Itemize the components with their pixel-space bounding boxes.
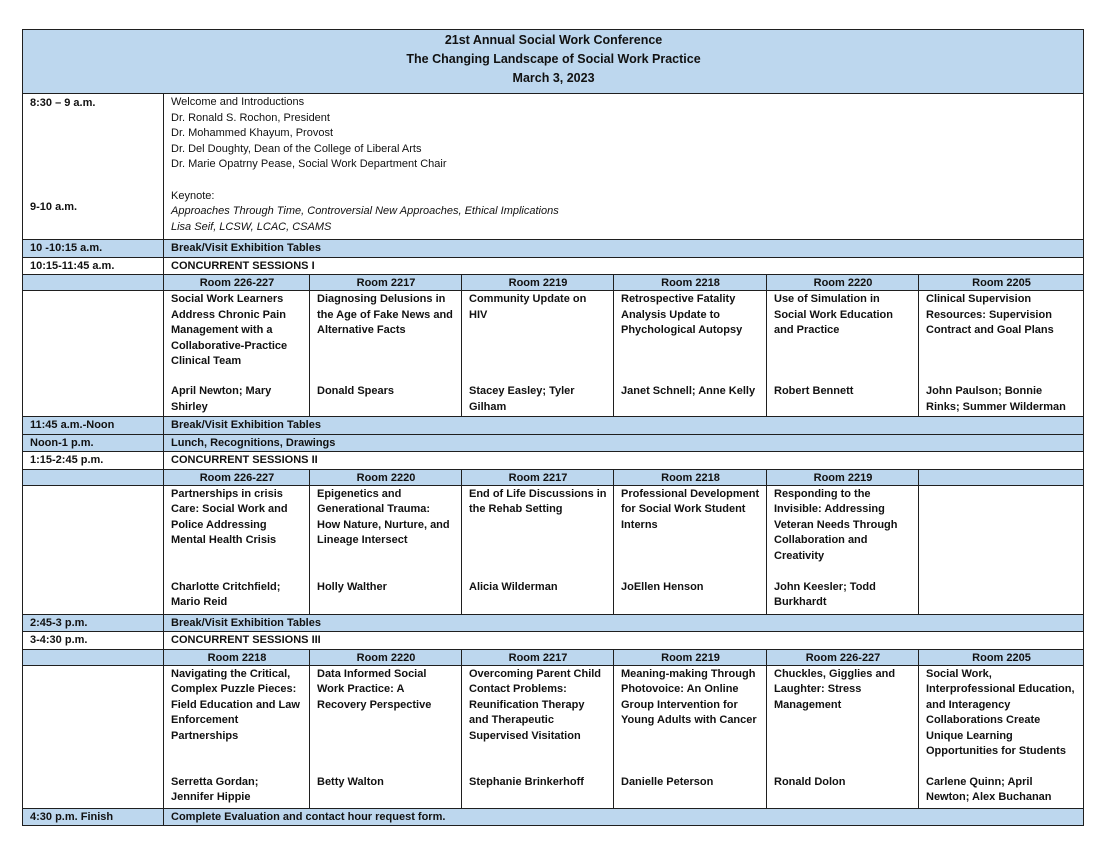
break1-label: Break/Visit Exhibition Tables	[164, 240, 1084, 258]
session-speakers: John Paulson; Bonnie Rinks; Summer Wilderman	[926, 385, 1066, 413]
session3-cell	[310, 665, 462, 808]
session1-cell	[614, 291, 767, 417]
session2-cell	[164, 485, 310, 614]
session2-label: CONCURRENT SESSIONS II	[164, 452, 1084, 470]
session2-cell	[767, 485, 919, 614]
lunch-label: Lunch, Recognitions, Drawings	[164, 434, 1084, 452]
session3-time: 3-4:30 p.m.	[23, 632, 164, 650]
keynote-speaker: Lisa Seif, LCSW, LCAC, CSAMS	[171, 220, 332, 233]
session2-room: Room 2219	[767, 469, 919, 485]
session-speakers: Serretta Gordan; Jennifer Hippie	[171, 775, 259, 803]
session2-room-spacer	[23, 469, 164, 485]
session1-cell	[767, 291, 919, 417]
session2-room-empty	[919, 469, 1084, 485]
session-title: Professional Development for Social Work Student Interns	[621, 487, 760, 531]
session-title: Chuckles, Gigglies and Laughter: Stress Management	[774, 667, 896, 711]
session-title: Partnerships in crisis Care: Social Work and Police Addressing Mental Health Crisis	[171, 487, 288, 546]
session3-cell	[767, 665, 919, 808]
session2-cell	[462, 485, 614, 614]
session3-room: Room 2219	[614, 649, 767, 665]
session2-room: Room 2220	[310, 469, 462, 485]
session2-room: Room 226-227	[164, 469, 310, 485]
session3-room-spacer	[23, 649, 164, 665]
session3-cell	[919, 665, 1084, 808]
conference-theme: The Changing Landscape of Social Work Practice	[406, 52, 701, 66]
session3-room: Room 226-227	[767, 649, 919, 665]
conference-title: 21st Annual Social Work Conference	[444, 33, 663, 47]
welcome-speaker: Dr. Ronald S. Rochon, President	[171, 111, 330, 124]
session-speakers: Janet Schnell; Anne Kelly	[621, 385, 756, 397]
lunch-time: Noon-1 p.m.	[23, 434, 164, 452]
break1-time: 10 -10:15 a.m.	[23, 240, 164, 258]
session-speakers: Carlene Quinn; April Newton; Alex Buchanan	[926, 775, 1052, 803]
session1-room-spacer	[23, 275, 164, 291]
session-title: Social Work, Interprofessional Education, and Interagency Collaborations Create Unique Learning Opportunities for Students	[926, 667, 1075, 757]
session1-cell	[462, 291, 614, 417]
time-welcome: 8:30 – 9 a.m.	[30, 97, 96, 109]
session3-room: Room 2205	[919, 649, 1084, 665]
session2-room: Room 2217	[462, 469, 614, 485]
session3-room: Room 2218	[164, 649, 310, 665]
session-speakers: Betty Walton	[317, 775, 384, 788]
finish-label: Complete Evaluation and contact hour request form.	[164, 808, 1084, 826]
session1-room: Room 2205	[919, 275, 1084, 291]
session-speakers: April Newton; Mary Shirley	[171, 385, 272, 413]
time-keynote: 9-10 a.m.	[30, 201, 78, 213]
session1-label: CONCURRENT SESSIONS I	[164, 257, 1084, 275]
break2-label: Break/Visit Exhibition Tables	[164, 417, 1084, 435]
session-title: Diagnosing Delusions in the Age of Fake News and Alternative Facts	[317, 293, 453, 336]
opening-times	[23, 94, 164, 240]
break3-time: 2:45-3 p.m.	[23, 614, 164, 632]
session3-cell	[462, 665, 614, 808]
session-title: Overcoming Parent Child Contact Problems: Reunification Therapy and Therapeutic Supervised Visitation	[469, 667, 602, 742]
session-title: Epigenetics and Generational Trauma: How Nature, Nurture, and Lineage Intersect	[317, 487, 450, 546]
break2-time: 11:45 a.m.-Noon	[23, 417, 164, 435]
session2-blank	[23, 485, 164, 614]
session-title: Use of Simulation in Social Work Education and Practice	[774, 293, 893, 336]
session1-room: Room 226-227	[164, 275, 310, 291]
session2-room: Room 2218	[614, 469, 767, 485]
welcome-title: Welcome and Introductions	[171, 96, 305, 108]
session2-cell	[614, 485, 767, 614]
session1-room: Room 2218	[614, 275, 767, 291]
session-speakers: JoEllen Henson	[621, 580, 704, 593]
session3-cell	[164, 665, 310, 808]
session-speakers: Alicia Wilderman	[469, 580, 558, 593]
session-title: End of Life Discussions in the Rehab Setting	[469, 487, 607, 515]
break3-label: Break/Visit Exhibition Tables	[164, 614, 1084, 632]
session1-blank	[23, 291, 164, 417]
session2-cell-empty	[919, 485, 1084, 614]
session3-room: Room 2217	[462, 649, 614, 665]
session-speakers: Stacey Easley; Tyler Gilham	[469, 385, 575, 413]
conference-header	[23, 30, 1084, 94]
session3-label: CONCURRENT SESSIONS III	[164, 632, 1084, 650]
session-title: Social Work Learners Address Chronic Pain Management with a Collaborative-Practice Clinical Team	[171, 293, 288, 367]
welcome-speaker: Dr. Del Doughty, Dean of the College of Liberal Arts	[171, 142, 422, 155]
session-title: Retrospective Fatality Analysis Update to Phychological Autopsy	[621, 293, 743, 336]
session1-cell	[919, 291, 1084, 417]
session-speakers: Danielle Peterson	[621, 775, 714, 788]
finish-time: 4:30 p.m. Finish	[23, 808, 164, 826]
session-title: Clinical Supervision Resources: Supervision Contract and Goal Plans	[926, 293, 1054, 336]
session-title: Navigating the Critical, Complex Puzzle Pieces: Field Education and Law Enforcement Partnerships	[171, 667, 300, 742]
session-title: Meaning-making Through Photovoice: An Online Group Intervention for Young Adults with Cancer	[621, 667, 757, 726]
keynote-title: Approaches Through Time, Controversial New Approaches, Ethical Implications	[171, 205, 559, 217]
session1-cell	[164, 291, 310, 417]
session1-room: Room 2219	[462, 275, 614, 291]
session1-room: Room 2220	[767, 275, 919, 291]
session3-cell	[614, 665, 767, 808]
session2-time: 1:15-2:45 p.m.	[23, 452, 164, 470]
session-title: Community Update on HIV	[469, 293, 587, 321]
welcome-speaker: Dr. Mohammed Khayum, Provost	[171, 127, 334, 139]
session-title: Data Informed Social Work Practice: A Recovery Perspective	[317, 667, 432, 711]
session-speakers: Robert Bennett	[774, 385, 854, 397]
session-speakers: Donald Spears	[317, 385, 395, 397]
session-speakers: Stephanie Brinkerhoff	[469, 775, 584, 788]
session-speakers: Ronald Dolon	[774, 775, 846, 788]
session-speakers: John Keesler; Todd Burkhardt	[774, 580, 876, 608]
session1-cell	[310, 291, 462, 417]
session-speakers: Holly Walther	[317, 580, 387, 593]
session3-blank	[23, 665, 164, 808]
session1-room: Room 2217	[310, 275, 462, 291]
conference-date: March 3, 2023	[512, 71, 595, 85]
conference-schedule-table	[22, 29, 1084, 826]
session3-room: Room 2220	[310, 649, 462, 665]
keynote-label: Keynote:	[171, 189, 215, 202]
opening-content	[164, 94, 1084, 240]
session-speakers: Charlotte Critchfield; Mario Reid	[171, 580, 281, 608]
session1-time: 10:15-11:45 a.m.	[23, 257, 164, 275]
welcome-speaker: Dr. Marie Opatrny Pease, Social Work Department Chair	[171, 158, 447, 170]
session2-cell	[310, 485, 462, 614]
session-title: Responding to the Invisible: Addressing Veteran Needs Through Collaboration and Creativity	[774, 487, 898, 562]
